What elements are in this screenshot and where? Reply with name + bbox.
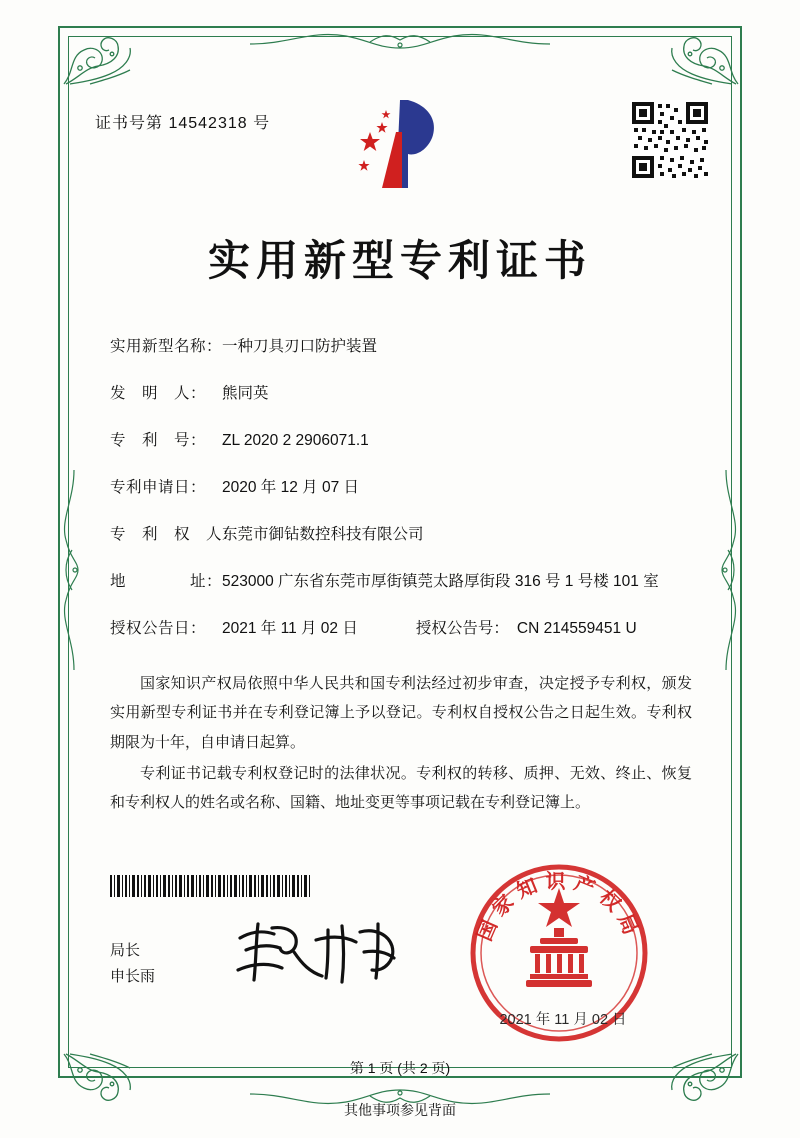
grant-number-label: 授权公告号： bbox=[415, 620, 509, 638]
field-row-grant-announcement bbox=[110, 617, 700, 641]
page-number: 第 1 页 (共 2 页) bbox=[349, 1060, 451, 1076]
field-row-utility-model-name bbox=[110, 335, 700, 359]
field-row-patentee bbox=[110, 523, 700, 547]
handwritten-signature bbox=[232, 918, 412, 990]
field-label: 地 址： bbox=[110, 573, 223, 591]
signature-block bbox=[110, 938, 155, 991]
field-label: 发 明 人： bbox=[110, 385, 207, 403]
field-row-patent-number bbox=[110, 429, 700, 453]
field-label: 实用新型名称： bbox=[110, 338, 223, 355]
field-label: 专 利 号： bbox=[110, 432, 207, 450]
grant-number-value: CN 214559451 U bbox=[516, 620, 637, 638]
barcode bbox=[110, 875, 310, 897]
right-edge-ornament-icon bbox=[718, 470, 744, 670]
field-value: 523000 广东省东莞市厚街镇莞太路厚街段 316 号 1 号楼 101 室 bbox=[222, 573, 659, 591]
field-value: 一种刀具刃口防护装置 bbox=[222, 338, 378, 355]
field-value: ZL 2020 2 2906071.1 bbox=[222, 432, 369, 450]
legal-text bbox=[110, 670, 692, 820]
certificate-number: 证书号第 14542318 号 bbox=[95, 115, 271, 132]
grant-date-value: 2021 年 11 月 02 日 bbox=[222, 620, 358, 638]
left-edge-ornament-icon bbox=[56, 470, 82, 670]
footnote: 其他事项参见背面 bbox=[344, 1102, 456, 1118]
field-value: 东莞市御钻数控科技有限公司 bbox=[222, 526, 424, 544]
corner-ornament-icon bbox=[656, 28, 742, 88]
grant-date-label: 授权公告日： bbox=[110, 620, 207, 638]
field-value: 熊同英 bbox=[222, 385, 269, 403]
legal-paragraph-1: 国家知识产权局依照中华人民共和国专利法经过初步审查，决定授予专利权，颁发实用新型专利证书并在专利登记簿上予以登记。专利权自授权公告之日起生效。专利权期限为十年，自申请日起算。 bbox=[110, 676, 692, 751]
corner-ornament-icon bbox=[60, 28, 146, 88]
qr-code bbox=[630, 100, 710, 180]
field-label: 专利申请日： bbox=[110, 479, 207, 497]
director-name-label: 申长雨 bbox=[110, 968, 156, 986]
cnipa-logo-icon bbox=[352, 96, 452, 192]
field-row-inventor bbox=[110, 382, 700, 406]
top-edge-ornament-icon bbox=[250, 26, 550, 52]
legal-paragraph-2: 专利证书记载专利权登记时的法律状况。专利权的转移、质押、无效、终止、恢复和专利权人的姓名或名称、国籍、地址变更等事项记载在专利登记簿上。 bbox=[110, 765, 692, 811]
seal-date: 2021 年 11 月 02 日 bbox=[499, 1012, 627, 1028]
svg-text:国家知识产权局: 国家知识产权局 bbox=[473, 871, 645, 945]
page-title: 实用新型专利证书 bbox=[207, 237, 592, 284]
field-label: 专 利 权 人： bbox=[110, 526, 239, 544]
director-title-label: 局长 bbox=[110, 942, 141, 959]
field-value: 2020 年 12 月 07 日 bbox=[222, 479, 359, 497]
field-row-address bbox=[110, 570, 700, 594]
field-list bbox=[110, 335, 700, 664]
field-row-application-date bbox=[110, 476, 700, 500]
